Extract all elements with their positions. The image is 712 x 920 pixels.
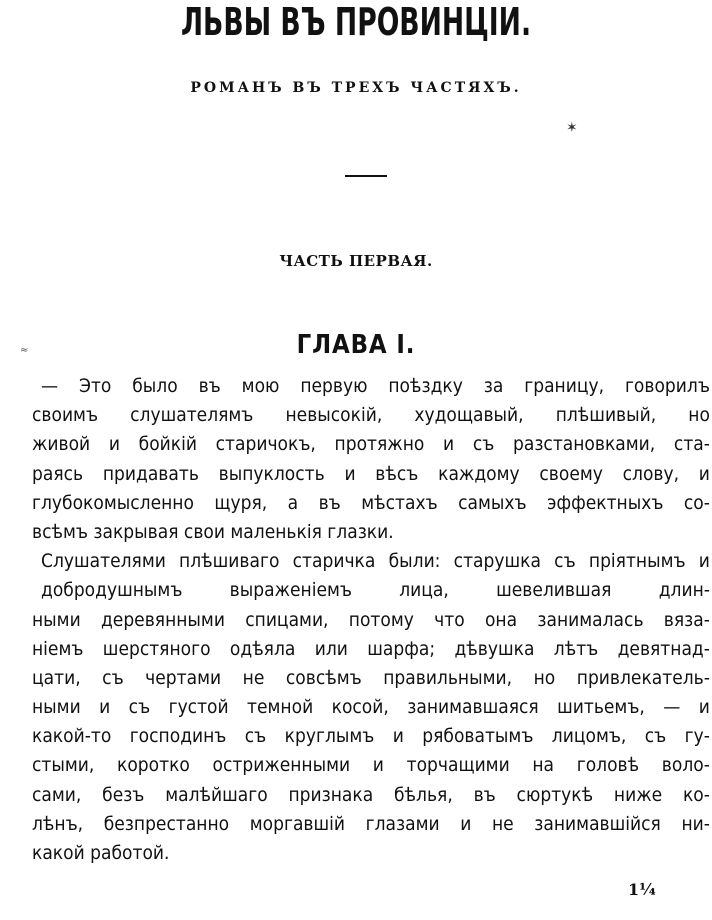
section-divider — [345, 175, 387, 177]
text-line: лѣнъ, безпрестанно моргавшій глазами и не занимавшійся ни- — [32, 812, 710, 835]
text-line: Слушателями плѣшиваго старичка были: старушка съ пріятнымъ и добродушнымъ выраженіемъ лица, шевелившая длин- — [41, 550, 710, 602]
text-line: какой работой. — [32, 842, 170, 865]
ornament-mark: ✶ — [566, 120, 578, 136]
text-line: сами, безъ малѣйшаго признака бѣлья, въ сюртукѣ ниже ко- — [32, 783, 710, 806]
margin-mark: ≈ — [20, 345, 29, 356]
text-line: ными деревянными спицами, потому что она занималась вяза- — [32, 608, 710, 631]
text-line: стыми, коротко остриженными и торчащими на головѣ воло- — [32, 754, 710, 777]
text-line: цати, съ чертами не совсѣмъ правильными, но привлекатель- — [32, 666, 710, 689]
text-line: ными и съ густой темной косой, занимавшаяся шитьемъ, — и — [32, 696, 710, 719]
text-line: глубокомысленно щуря, а въ мѣстахъ самыхъ эффектныхъ со- — [32, 491, 710, 514]
text-line: всѣмъ закрывая свои маленькія глазки. — [32, 520, 394, 543]
chapter-heading: ГЛАВА I. — [296, 330, 416, 360]
text-line: какой-то господинъ съ круглымъ и рябоватымъ лицомъ, съ гу- — [32, 725, 710, 748]
text-line: ніемъ шерстяного одѣяла или шарфа; дѣвушка лѣтъ девятнад- — [32, 637, 710, 660]
part-heading: ЧАСТЬ ПЕРВАЯ. — [279, 252, 433, 270]
book-title: ЛЬВЫ ВЪ ПРОВИНЦІИ. — [180, 0, 532, 44]
book-subtitle: РОМАНЪ ВЪ ТРЕХЪ ЧАСТЯХЪ. — [190, 80, 522, 96]
text-line: своимъ слушателямъ невысокій, худощавый, плѣшивый, но — [32, 404, 710, 427]
chapter-body — [32, 372, 710, 868]
text-line: раясь придавать выпуклость и вѣсъ каждому своему слову, и — [32, 462, 710, 485]
text-line: — Это было въ мою первую поѣздку за границу, говорилъ — [41, 375, 710, 397]
text-line: живой и бойкій старичокъ, протяжно и съ разстановками, ста- — [32, 433, 710, 456]
page-number: 1¼ — [628, 880, 656, 899]
